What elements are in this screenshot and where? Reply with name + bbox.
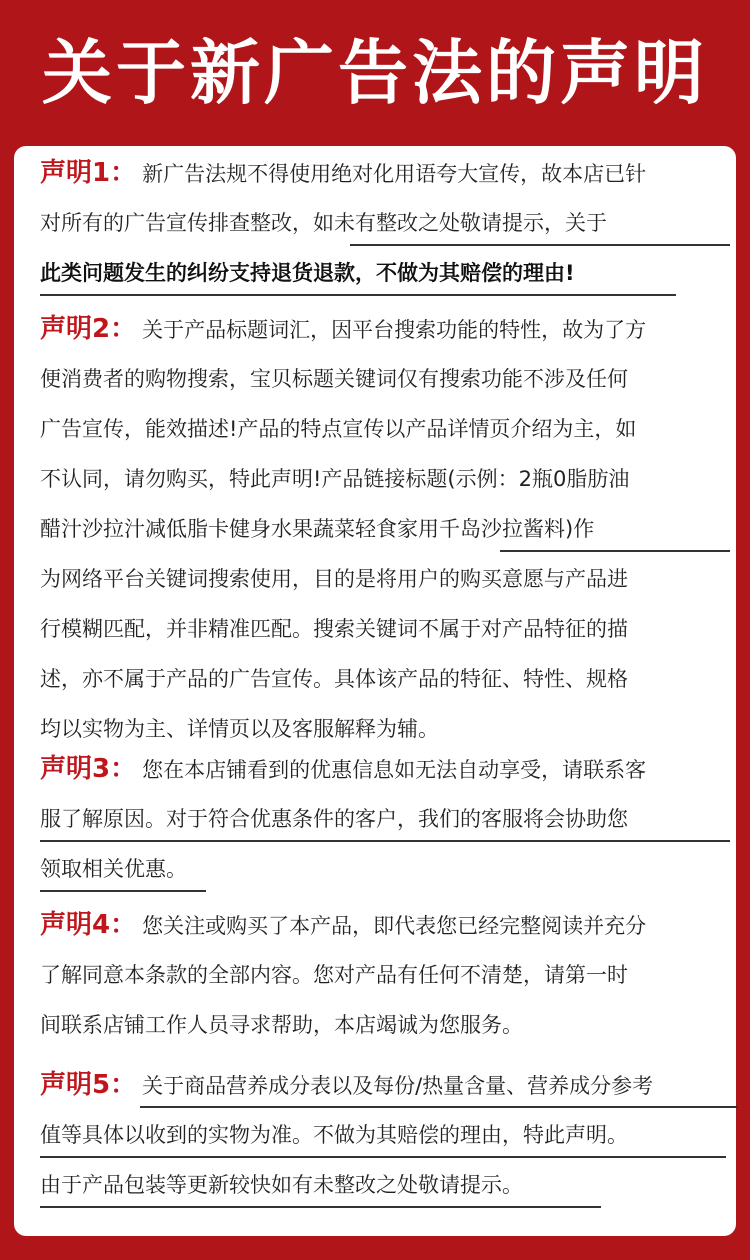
statement-text: 广告宣传，能效描述!产品的特点宣传以产品详情页介绍为主，如 <box>40 417 637 441</box>
statement-line <box>40 504 716 554</box>
statement-line <box>40 1110 716 1160</box>
statement-text: 由于产品包装等更新较快如有未整改之处敬请提示。 <box>40 1173 523 1197</box>
statement-line <box>40 248 716 298</box>
statement-text: 行模糊匹配，并非精准匹配。搜索关键词不属于对产品特征的描 <box>40 617 628 641</box>
statement-line <box>40 900 716 950</box>
statement-text: 对所有的广告宣传排查整改，如未有整改之处敬请提示，关于 <box>40 211 607 235</box>
statement-line <box>40 654 716 704</box>
statement-line <box>40 554 716 604</box>
statement-line <box>40 1060 716 1110</box>
statement-3 <box>40 744 716 894</box>
statement-text: 领取相关优惠。 <box>40 857 187 881</box>
statement-line <box>40 354 716 404</box>
statement-text: 服了解原因。对于符合优惠条件的客户，我们的客服将会协助您 <box>40 807 628 831</box>
statement-label: 声明3： <box>40 754 137 784</box>
statement-label: 声明5： <box>40 1070 137 1100</box>
statement-text: 值等具体以收到的实物为准。不做为其赔偿的理由，特此声明。 <box>40 1123 628 1147</box>
statement-line <box>40 744 716 794</box>
statement-line <box>40 844 716 894</box>
statement-line <box>40 950 716 1000</box>
statement-label: 声明1： <box>40 158 137 188</box>
statement-line <box>40 404 716 454</box>
statement-text: 您在本店铺看到的优惠信息如无法自动享受，请联系客 <box>142 758 647 782</box>
statement-text: 了解同意本条款的全部内容。您对产品有任何不清楚，请第一时 <box>40 963 628 987</box>
statement-text: 您关注或购买了本产品，即代表您已经完整阅读并充分 <box>142 914 647 938</box>
statement-label: 声明4： <box>40 910 137 940</box>
statement-line <box>40 604 716 654</box>
statement-line <box>40 1160 716 1210</box>
statement-line <box>40 794 716 844</box>
statement-text: 新广告法规不得使用绝对化用语夸大宣传，故本店已针 <box>142 162 647 186</box>
statement-line <box>40 304 716 354</box>
statement-text: 均以实物为主、详情页以及客服解释为辅。 <box>40 717 439 741</box>
statement-1 <box>40 148 716 298</box>
statement-line <box>40 198 716 248</box>
statement-text: 便消费者的购物搜索，宝贝标题关键词仅有搜索功能不涉及任何 <box>40 367 628 391</box>
statement-text: 为网络平台关键词搜索使用，目的是将用户的购买意愿与产品进 <box>40 567 628 591</box>
statement-text: 关于商品营养成分表以及每份/热量含量、营养成分参考 <box>142 1074 654 1098</box>
statement-line <box>40 148 716 198</box>
statement-line <box>40 1000 716 1050</box>
statement-text: 此类问题发生的纠纷支持退货退款，不做为其赔偿的理由! <box>40 261 575 285</box>
statement-text: 关于产品标题词汇，因平台搜索功能的特性，故为了方 <box>142 318 647 342</box>
statement-2 <box>40 304 716 754</box>
statement-card <box>14 146 736 1236</box>
statement-text: 不认同，请勿购买，特此声明!产品链接标题(示例：2瓶0脂肪油 <box>40 467 630 491</box>
statement-text: 间联系店铺工作人员寻求帮助，本店竭诚为您服务。 <box>40 1013 523 1037</box>
statement-4 <box>40 900 716 1050</box>
page-title: 关于新广告法的声明 <box>42 32 708 114</box>
statement-5 <box>40 1060 716 1210</box>
statement-label: 声明2： <box>40 314 137 344</box>
statement-line <box>40 454 716 504</box>
statement-text: 述，亦不属于产品的广告宣传。具体该产品的特征、特性、规格 <box>40 667 628 691</box>
statement-text: 醋汁沙拉汁减低脂卡健身水果蔬菜轻食家用千岛沙拉酱料)作 <box>40 517 595 541</box>
